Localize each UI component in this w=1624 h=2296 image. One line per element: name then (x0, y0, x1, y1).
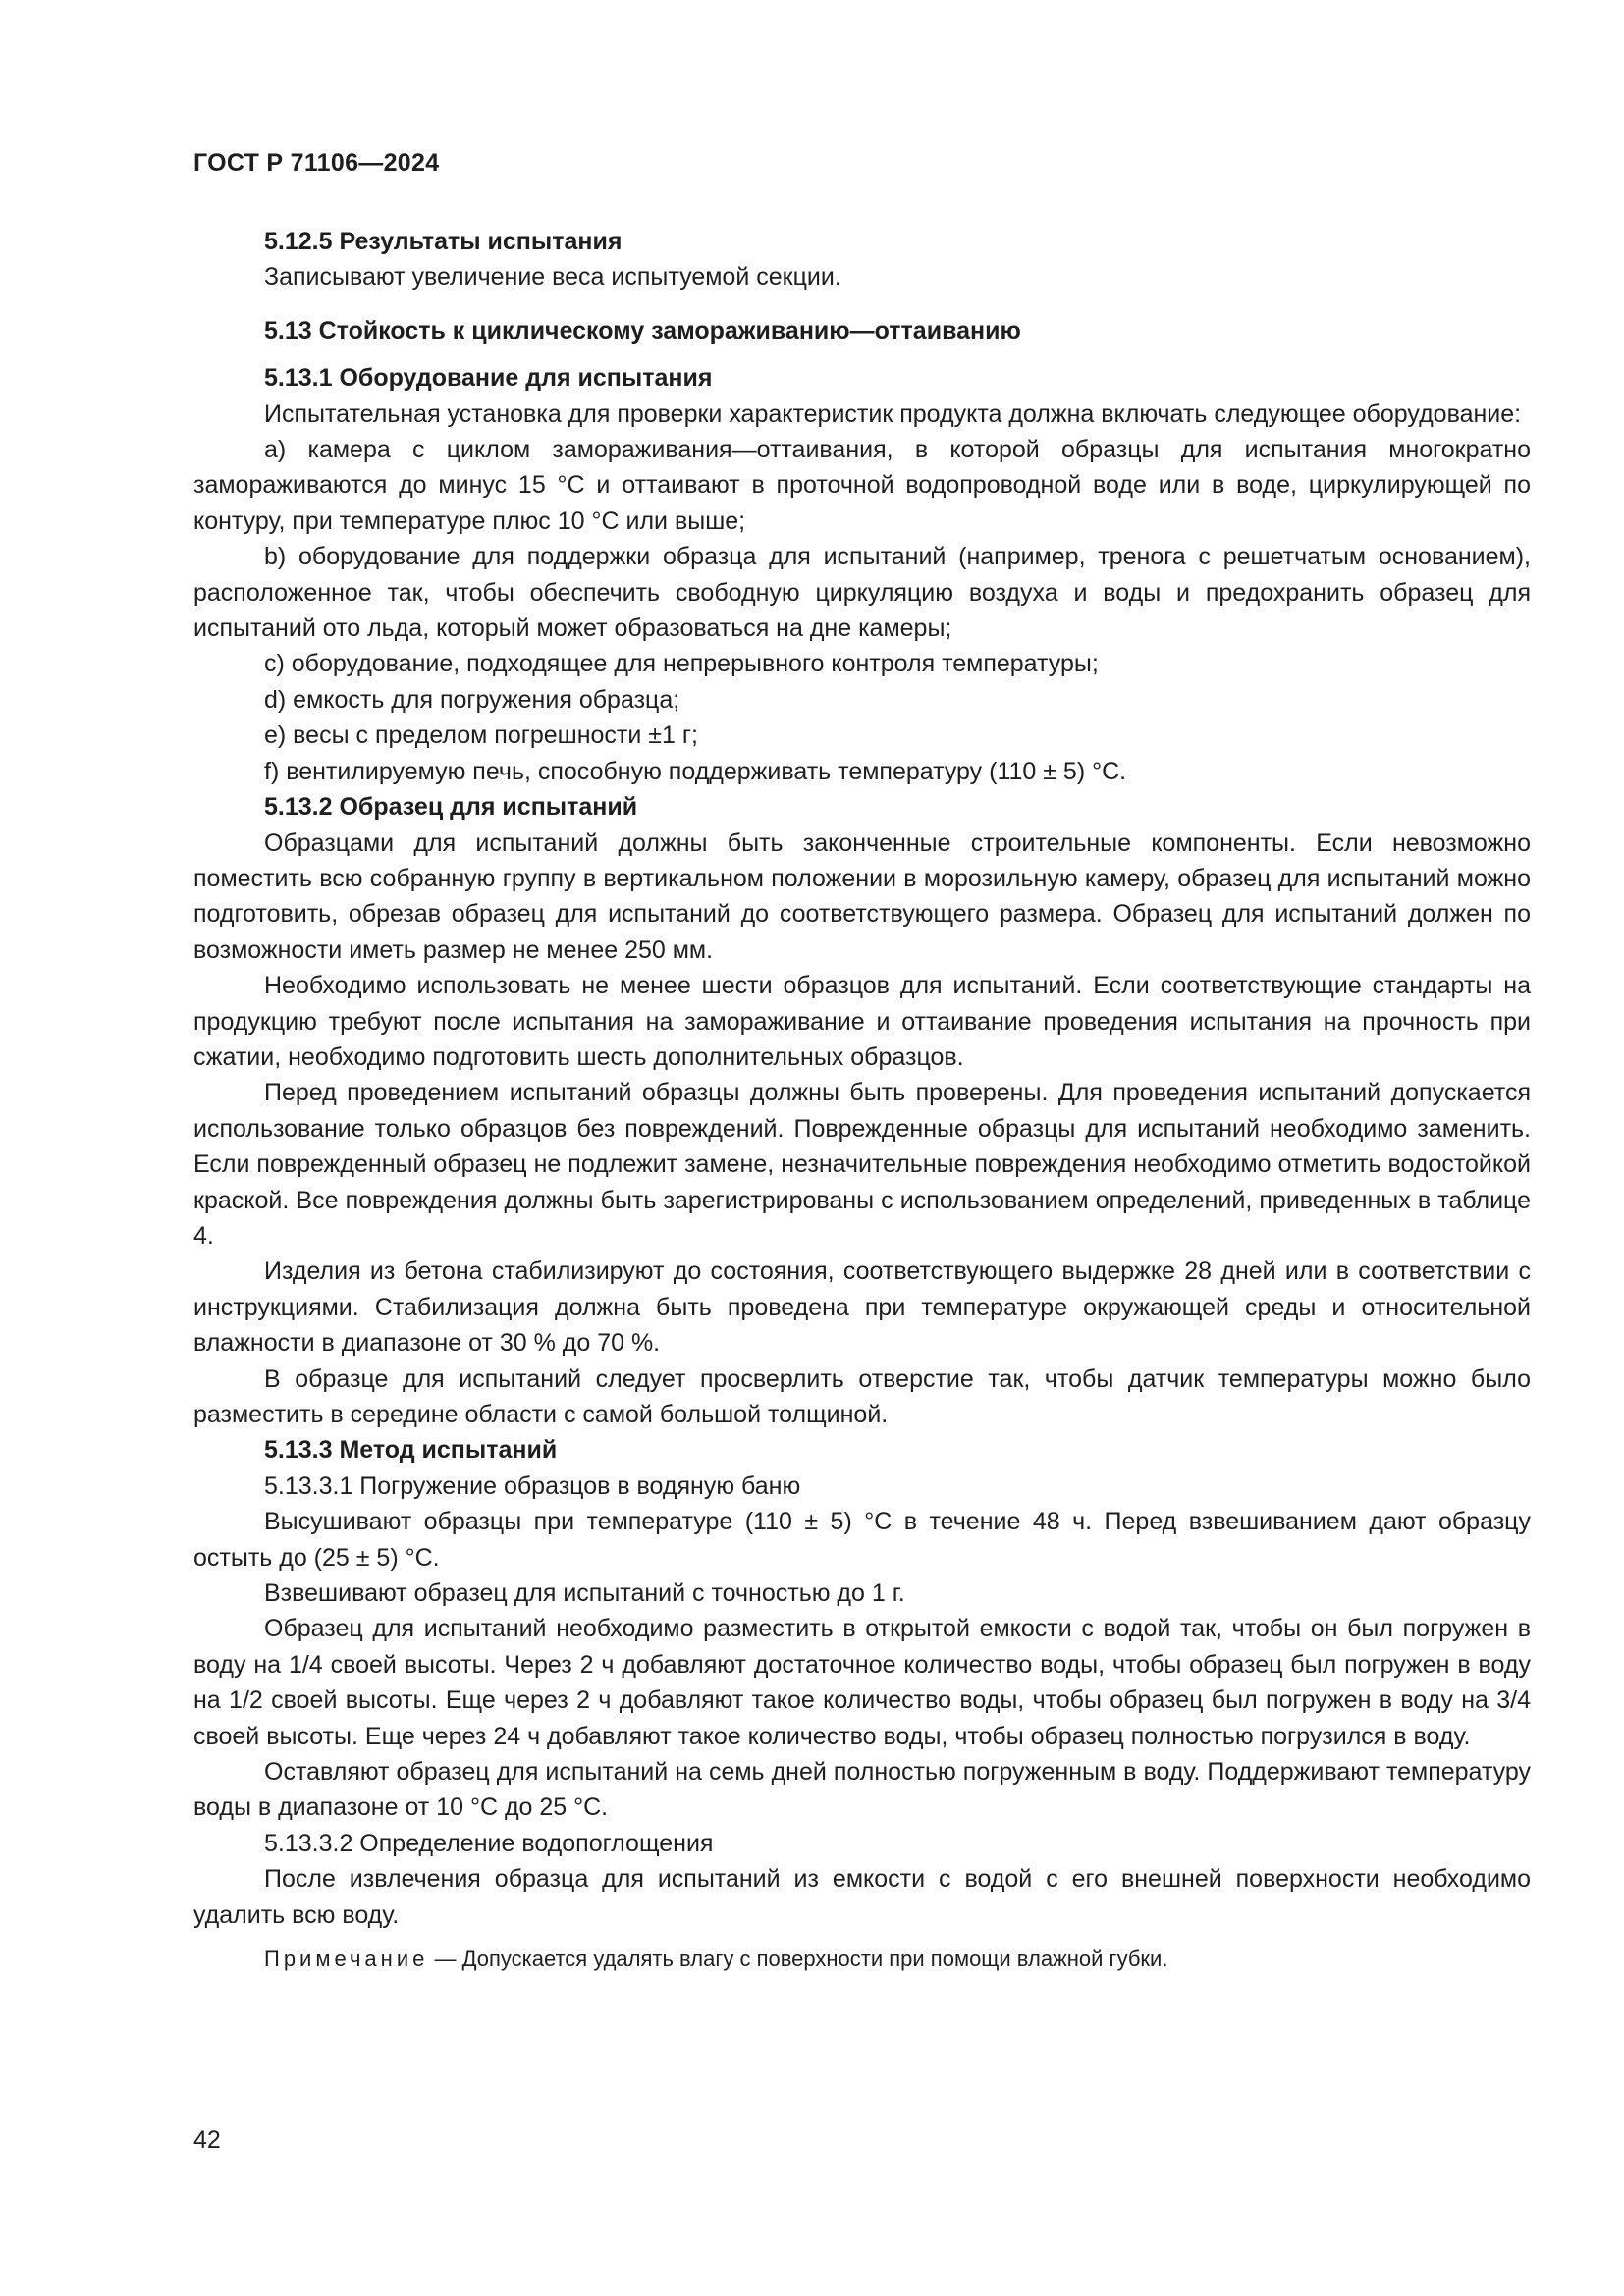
standard-header: ГОСТ Р 71106—2024 (193, 149, 440, 177)
page-number: 42 (193, 2126, 221, 2154)
section-heading-5-12-5: 5.12.5 Результаты испытания (264, 228, 623, 255)
section-heading-5-13: 5.13 Стойкость к циклическому замораживанию—оттаиванию (264, 316, 1021, 345)
list-item-c: с) оборудование, подходящее для непрерывного контроля температуры; (264, 650, 1099, 678)
document-body (193, 224, 1531, 1974)
list-item-b: b) оборудование для поддержки образца для испытаний (например, тренога с решетчатым основанием), расположенное так, чтобы обеспечить свободную циркуляцию воздуха и воды и предохранить образец для испытаний ото льда, который может образоваться на дне камеры; (193, 543, 1531, 643)
list-item-f: f) вентилируемую печь, способную поддерживать температуру (110 ± 5) °С. (264, 757, 1127, 785)
paragraph: Необходимо использовать не менее шести образцов для испытаний. Если соответствующие стандарты на продукцию требуют после испытания на замораживание и оттаивание проведения испытания на прочность при сжатии, необходимо подготовить шесть дополнительных образцов. (193, 972, 1531, 1071)
note-label: Примечание (264, 1947, 429, 1972)
subsection-heading-5-13-3-1: 5.13.3.1 Погружение образцов в водяную баню (264, 1471, 801, 1500)
section-heading-5-13-3: 5.13.3 Метод испытаний (264, 1436, 558, 1465)
note (264, 1945, 1531, 1974)
paragraph: Изделия из бетона стабилизируют до состояния, соответствующего выдержке 28 дней или в соответствии с инструкциями. Стабилизация должна быть проведена при температуре окружающей среды и относительной влажности в диапазоне от 30 % до 70 %. (193, 1257, 1531, 1358)
paragraph: Записывают увеличение веса испытуемой секции. (264, 263, 841, 292)
paragraph: В образце для испытаний следует просверлить отверстие так, чтобы датчик температуры можно было разместить в середине области с самой большой толщиной. (193, 1364, 1531, 1428)
paragraph: Испытательная установка для проверки характеристик продукта должна включать следующее оборудование: (264, 400, 1522, 428)
list-item-d: d) емкость для погружения образца; (264, 685, 680, 714)
paragraph: Образцами для испытаний должны быть законченные строительные компоненты. Если невозможно поместить всю собранную группу в вертикальном положении в морозильную камеру, образец для испытаний можно подготовить, обрезав образец для испытаний до соответствующего размера. Образец для испытаний должен по возможности иметь размер не менее 250 мм. (193, 828, 1531, 964)
list-item-a: а) камера с циклом замораживания—оттаивания, в которой образцы для испытания многократно замораживаются до минус 15 °С и оттаивают в проточной водопроводной воде или в воде, циркулирующей по контуру, при температуре плюс 10 °С или выше; (193, 436, 1531, 535)
list-item-e: е) весы с пределом погрешности ±1 г; (264, 721, 698, 750)
paragraph: Высушивают образцы при температуре (110 ± 5) °С в течение 48 ч. Перед взвешиванием дают образцу остыть до (25 ± 5) °С. (193, 1508, 1531, 1572)
paragraph: Оставляют образец для испытаний на семь дней полностью погруженным в воду. Поддерживают температуру воды в диапазоне от 10 °С до 25 °С. (193, 1758, 1531, 1822)
note-text: — Допускается удалять влагу с поверхности при помощи влажной губки. (428, 1947, 1168, 1972)
subsection-heading-5-13-3-2: 5.13.3.2 Определение водопоглощения (264, 1829, 714, 1857)
paragraph: Образец для испытаний необходимо разместить в открытой емкости с водой так, чтобы он был погружен в воду на 1/4 своей высоты. Через 2 ч добавляют достаточное количество воды, чтобы образец был погружен в воду на 1/2 своей высоты. Еще через 2 ч добавляют такое количество воды, чтобы образец был погружен в воду на 3/4 своей высоты. Еще через 24 ч добавляют такое количество воды, чтобы образец полностью погрузился в воду. (193, 1615, 1531, 1750)
section-heading-5-13-1: 5.13.1 Оборудование для испытания (264, 364, 713, 393)
paragraph: Взвешивают образец для испытаний с точностью до 1 г. (264, 1579, 905, 1608)
section-heading-5-13-2: 5.13.2 Образец для испытаний (264, 793, 638, 822)
paragraph: Перед проведением испытаний образцы должны быть проверены. Для проведения испытаний допускается использование только образцов без повреждений. Поврежденные образцы для испытаний необходимо заменить. Если поврежденный образец не подлежит замене, незначительные повреждения необходимо отметить водостойкой краской. Все повреждения должны быть зарегистрированы с использованием определений, приведенных в таблице 4. (193, 1079, 1531, 1250)
paragraph: После извлечения образца для испытаний из емкости с водой с его внешней поверхности необходимо удалить всю воду. (193, 1865, 1531, 1929)
